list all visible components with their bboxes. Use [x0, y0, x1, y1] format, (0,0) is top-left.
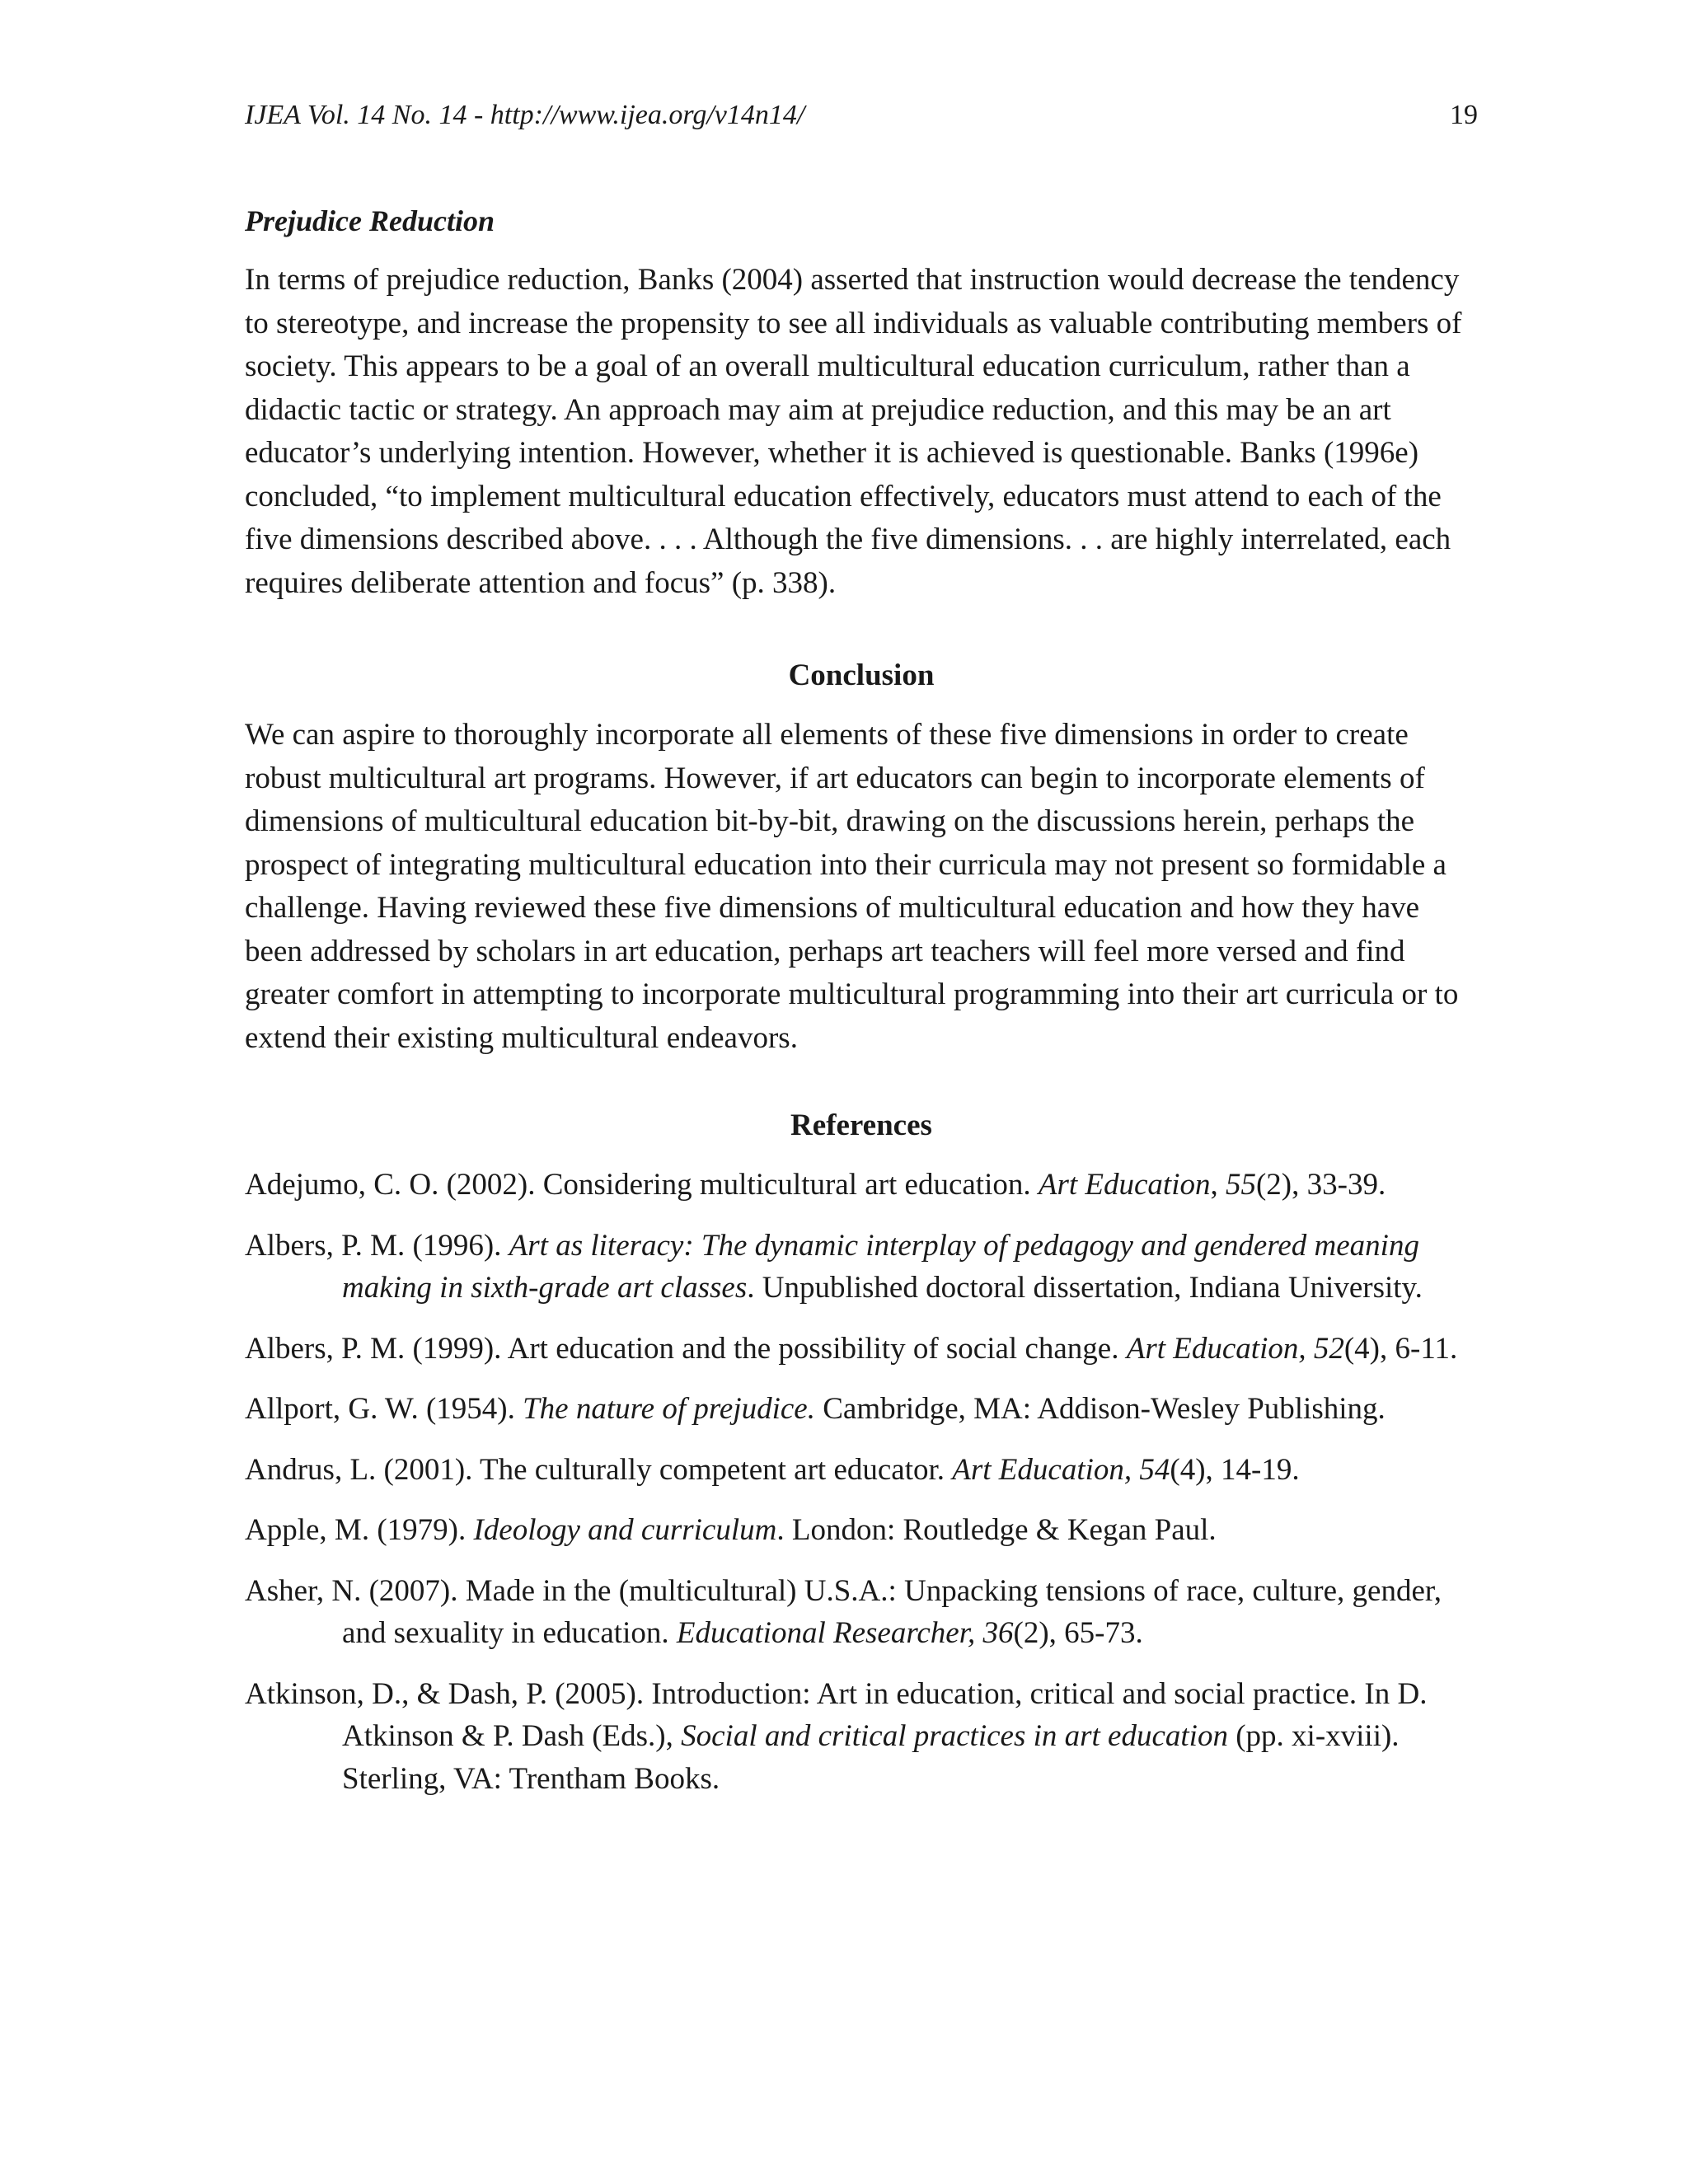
conclusion-paragraph: We can aspire to thoroughly incorporate all elements of these five dimensions in order to create robust multicultural art programs. However, if art educators can begin to incorporate elements of dimensions of multicultural education bit-by-bit, drawing on the discussions herein, perhaps the prospect of integrating multicultural education into their curricula may not present so formidable a challenge. Having reviewed these five dimensions of multicultural education and how they have been addressed by scholars in art education, perhaps art teachers will feel more versed and find greater comfort in attempting to incorporate multicultural programming into their art curricula or to extend their existing multicultural endeavors.	[245, 718, 1459, 1055]
reference-volume: 36	[982, 1616, 1014, 1650]
reference-text: Asher, N. (2007). Made in the (multicultural) U.S.A.: Unpacking tensions of race, culture, gender, and sexuality in education.	[245, 1573, 1442, 1650]
reference-source-title: Art Education,	[1126, 1331, 1314, 1366]
reference-text: Atkinson, D., & Dash, P. (2005). Introduction: Art in education, critical and social practice. In D. Atkinson & P. Dash (Eds.),	[245, 1676, 1428, 1753]
body-text	[245, 199, 1478, 1818]
reference-source-title: Social and critical practices in art education	[681, 1719, 1228, 1753]
reference-source-title: The nature of prejudice.	[523, 1392, 815, 1426]
reference-item	[245, 1388, 1478, 1431]
conclusion-heading: Conclusion	[788, 658, 935, 692]
reference-item	[245, 1509, 1478, 1552]
reference-source-title: Ideology and curriculum	[473, 1513, 777, 1547]
reference-source-title: Art Education,	[952, 1452, 1140, 1487]
reference-item	[245, 1673, 1478, 1801]
reference-text: Adejumo, C. O. (2002). Considering multicultural art education.	[245, 1168, 1039, 1202]
reference-item	[245, 1570, 1478, 1655]
section-spacer	[245, 605, 1478, 654]
reference-text: Allport, G. W. (1954).	[245, 1392, 523, 1426]
reference-text: . London: Routledge & Kegan Paul.	[776, 1513, 1217, 1547]
reference-volume: 52	[1313, 1331, 1344, 1366]
reference-text: ,	[1210, 1168, 1226, 1202]
reference-text: Apple, M. (1979).	[245, 1513, 474, 1547]
reference-text: Andrus, L. (2001). The culturally competent art educator.	[245, 1452, 953, 1487]
reference-list	[245, 1164, 1478, 1800]
reference-item	[245, 1164, 1478, 1207]
section-spacer	[245, 1060, 1478, 1104]
running-header	[245, 95, 1478, 136]
reference-text: (4), 6-11.	[1343, 1331, 1458, 1366]
reference-volume: 55	[1225, 1168, 1256, 1202]
page-number: 19	[1450, 100, 1478, 130]
reference-text: Albers, P. M. (1996).	[245, 1228, 509, 1263]
prejudice-reduction-paragraph: In terms of prejudice reduction, Banks (2004) asserted that instruction would decrease the tendency to stereotype, and increase the propensity to see all individuals as valuable contributing members of society. This appears to be a goal of an overall multicultural education curriculum, rather than a didactic tactic or strategy. An approach may aim at prejudice reduction, and this may be an art educator’s underlying intention. However, whether it is achieved is questionable. Banks (1996e) concluded, “to implement multicultural education effectively, educators must attend to each of the five dimensions described above. . . . Although the five dimensions. . . are highly interrelated, each requires deliberate attention and focus” (p. 338).	[245, 263, 1462, 600]
journal-citation: IJEA Vol. 14 No. 14 - http://www.ijea.org/v14n14/	[245, 100, 805, 130]
references-heading: References	[790, 1108, 932, 1142]
reference-volume: 54	[1139, 1452, 1170, 1487]
reference-text: (2), 65-73.	[1013, 1616, 1143, 1650]
reference-text: . Unpublished doctoral dissertation, Indiana University.	[747, 1271, 1423, 1305]
reference-source-title: Educational Researcher,	[676, 1616, 983, 1650]
reference-source-title: Art as literacy: The dynamic interplay of pedagogy and gendered meaning making in sixth-grade art classes	[342, 1228, 1419, 1305]
reference-text: (4), 14-19.	[1170, 1452, 1300, 1487]
reference-text: (2), 33-39.	[1255, 1168, 1386, 1202]
reference-item	[245, 1225, 1478, 1310]
reference-text: Albers, P. M. (1999). Art education and the possibility of social change.	[245, 1331, 1127, 1366]
reference-item	[245, 1328, 1478, 1371]
prejudice-reduction-heading: Prejudice Reduction	[245, 204, 495, 237]
reference-item	[245, 1449, 1478, 1492]
reference-text: (pp. xi-xviii). Sterling, VA: Trentham Books.	[342, 1719, 1400, 1796]
reference-text: Cambridge, MA: Addison-Wesley Publishing.	[814, 1392, 1386, 1426]
reference-source-title: Art Education	[1038, 1168, 1211, 1202]
